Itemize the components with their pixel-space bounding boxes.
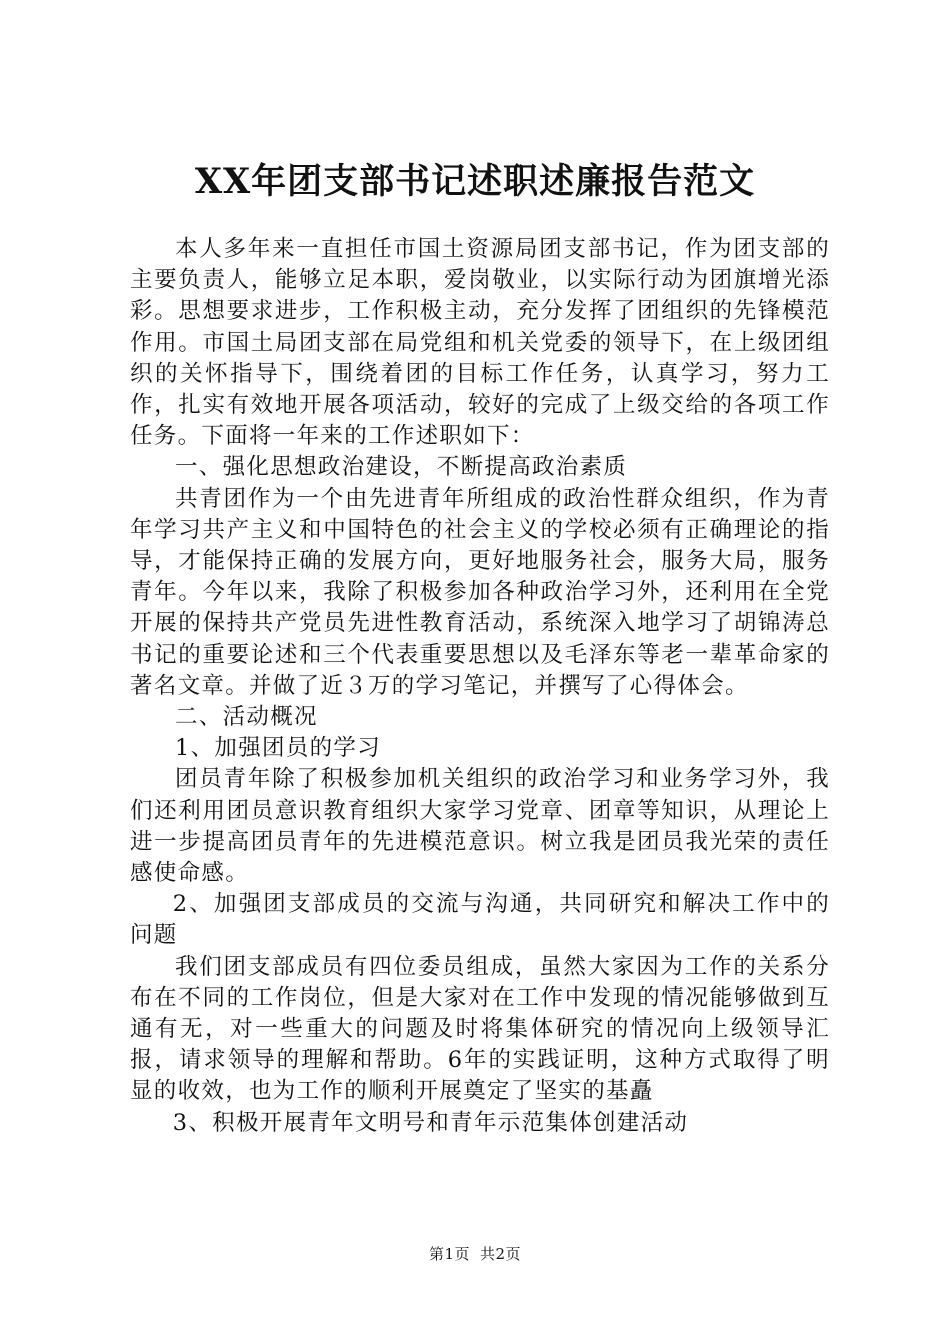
paragraph-sub-2: 我们团支部成员有四位委员组成，虽然大家因为工作的关系分布在不同的工作岗位，但是大家对在工作中发现的情况能够做到互通有无，对一些重大的问题及时将集体研究的情况向上级领导汇报，请求领导的理解和帮助。6年的实践证明，这种方式取得了明显的收效，也为工作的顺利开展奠定了坚实的基矗	[130, 953, 830, 1105]
page-number: 第1页	[428, 1245, 470, 1263]
paragraph-sub-1: 团员青年除了积极参加机关组织的政治学习和业务学习外，我们还利用团员意识教育组织大家学习党章、团章等知识，从理论上进一步提高团员青年的先进模范意识。树立我是团员我光荣的责任感使命感。	[130, 766, 830, 887]
page-total: 共2页	[480, 1245, 522, 1263]
subheading-1: 1、加强团员的学习	[175, 735, 382, 762]
page-footer	[0, 1244, 950, 1264]
paragraph-section-1: 共青团作为一个由先进青年所组成的政治性群众组织，作为青年学习共产主义和中国特色的社会主义的学校必须有正确理论的指导，才能保持正确的发展方向，更好地服务社会，服务大局，服务青年。今年以来，我除了积极参加各种政治学习外，还利用在全党开展的保持共产党员先进性教育活动，系统深入地学习了胡锦涛总书记的重要论述和三个代表重要思想以及毛泽东等老一辈革命家的著名文章。并做了近３万的学习笔记，并撰写了心得体会。	[130, 485, 830, 699]
subheading-3: 3、积极开展青年文明号和青年示范集体创建活动	[172, 1109, 689, 1136]
document-title: XX年团支部书记述职述廉报告范文	[194, 161, 756, 202]
document-body	[130, 234, 830, 1139]
subheading-2: 2、加强团支部成员的交流与沟通，共同研究和解决工作中的问题	[130, 891, 830, 949]
section-heading-2: 二、活动概况	[175, 704, 318, 731]
section-heading-1: 一、强化思想政治建设，不断提高政治素质	[175, 454, 628, 481]
paragraph-intro: 本人多年来一直担任市国土资源局团支部书记，作为团支部的主要负责人，能够立足本职，爱岗敬业，以实际行动为团旗增光添彩。思想要求进步，工作积极主动，充分发挥了团组织的先锋模范作用。市国土局团支部在局党组和机关党委的领导下，在上级团组织的关怀指导下，围绕着团的目标工作任务，认真学习，努力工作，扎实有效地开展各项活动，较好的完成了上级交给的各项工作任务。下面将一年来的工作述职如下：	[130, 236, 830, 450]
